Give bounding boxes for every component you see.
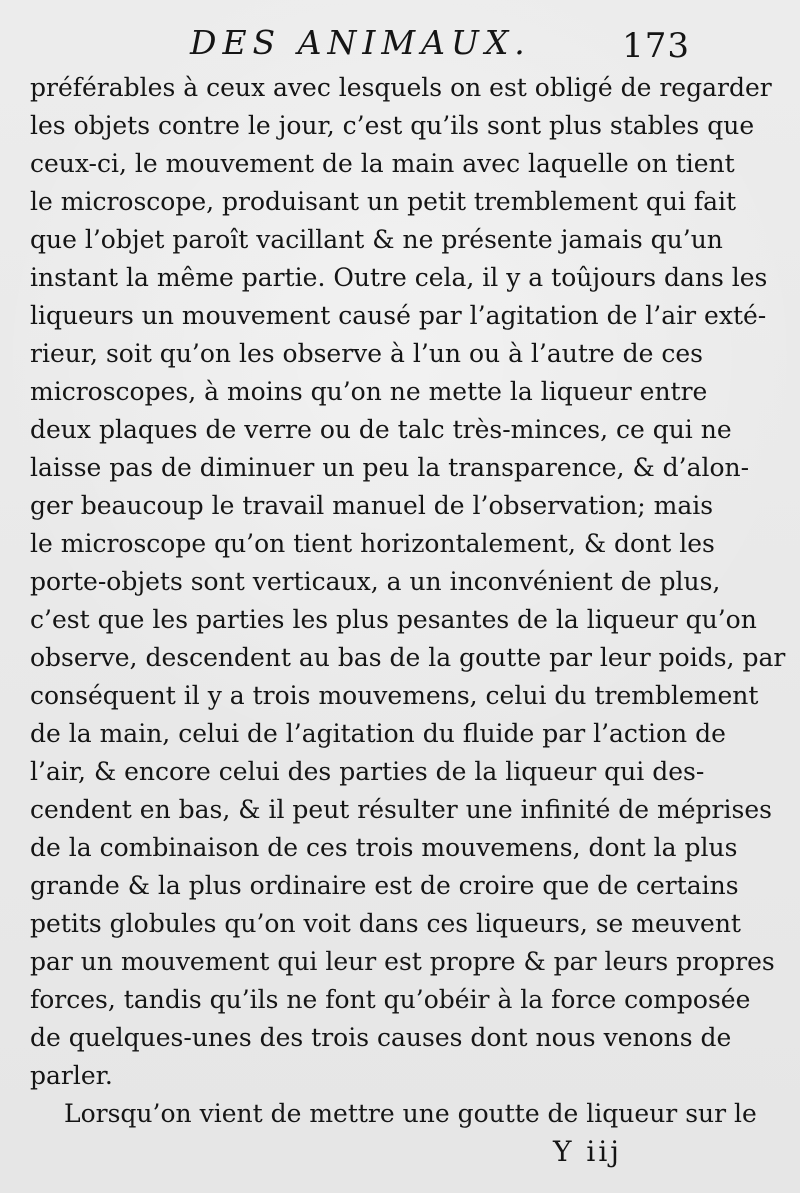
text-line: ger beaucoup le travail manuel de l’observation; mais bbox=[30, 491, 714, 520]
text-line: porte-objets sont verticaux, a un inconvénient de plus, bbox=[30, 567, 721, 596]
text-line: les objets contre le jour, c’est qu’ils sont plus stables que bbox=[30, 111, 755, 140]
page-header bbox=[190, 18, 690, 68]
text-line: de la combinaison de ces trois mouvemens, dont la plus bbox=[30, 833, 738, 862]
text-line: liqueurs un mouvement causé par l’agitation de l’air exté- bbox=[30, 301, 767, 330]
text-line: Lorsqu’on vient de mettre une goutte de liqueur sur le bbox=[64, 1099, 757, 1128]
text-line: grande & la plus ordinaire est de croire que de certains bbox=[30, 871, 739, 900]
text-line: laisse pas de diminuer un peu la transparence, & d’alon- bbox=[30, 453, 750, 482]
text-line: instant la même partie. Outre cela, il y a toûjours dans les bbox=[30, 263, 768, 292]
text-line: cendent en bas, & il peut résulter une infinité de méprises bbox=[30, 795, 772, 824]
text-line: de quelques-unes des trois causes dont nous venons de bbox=[30, 1023, 732, 1052]
text-line: petits globules qu’on voit dans ces liqueurs, se meuvent bbox=[30, 909, 741, 938]
text-line: le microscope qu’on tient horizontalement, & dont les bbox=[30, 529, 715, 558]
text-line: par un mouvement qui leur est propre & par leurs propres bbox=[30, 947, 775, 976]
body-text bbox=[30, 69, 786, 1133]
text-line: parler. bbox=[30, 1061, 113, 1090]
text-line: préférables à ceux avec lesquels on est obligé de regarder bbox=[30, 73, 772, 102]
text-line: l’air, & encore celui des parties de la liqueur qui des- bbox=[30, 757, 705, 786]
text-line: conséquent il y a trois mouvemens, celui du tremblement bbox=[30, 681, 759, 710]
text-line: deux plaques de verre ou de talc très-minces, ce qui ne bbox=[30, 415, 732, 444]
text-line: rieur, soit qu’on les observe à l’un ou à l’autre de ces bbox=[30, 339, 703, 368]
page-number: 173 bbox=[622, 26, 690, 66]
text-line: ceux-ci, le mouvement de la main avec laquelle on tient bbox=[30, 149, 735, 178]
text-line: le microscope, produisant un petit tremblement qui fait bbox=[30, 187, 737, 216]
text-line: observe, descendent au bas de la goutte par leur poids, par bbox=[30, 643, 786, 672]
signature-mark: Y iij bbox=[553, 1135, 622, 1168]
text-line: microscopes, à moins qu’on ne mette la liqueur entre bbox=[30, 377, 708, 406]
text-line: de la main, celui de l’agitation du fluide par l’action de bbox=[30, 719, 726, 748]
text-line: c’est que les parties les plus pesantes de la liqueur qu’on bbox=[30, 605, 757, 634]
running-title: DES ANIMAUX. bbox=[190, 23, 531, 62]
text-line: que l’objet paroît vacillant & ne présente jamais qu’un bbox=[30, 225, 723, 254]
text-line: forces, tandis qu’ils ne font qu’obéir à la force composée bbox=[30, 985, 751, 1014]
